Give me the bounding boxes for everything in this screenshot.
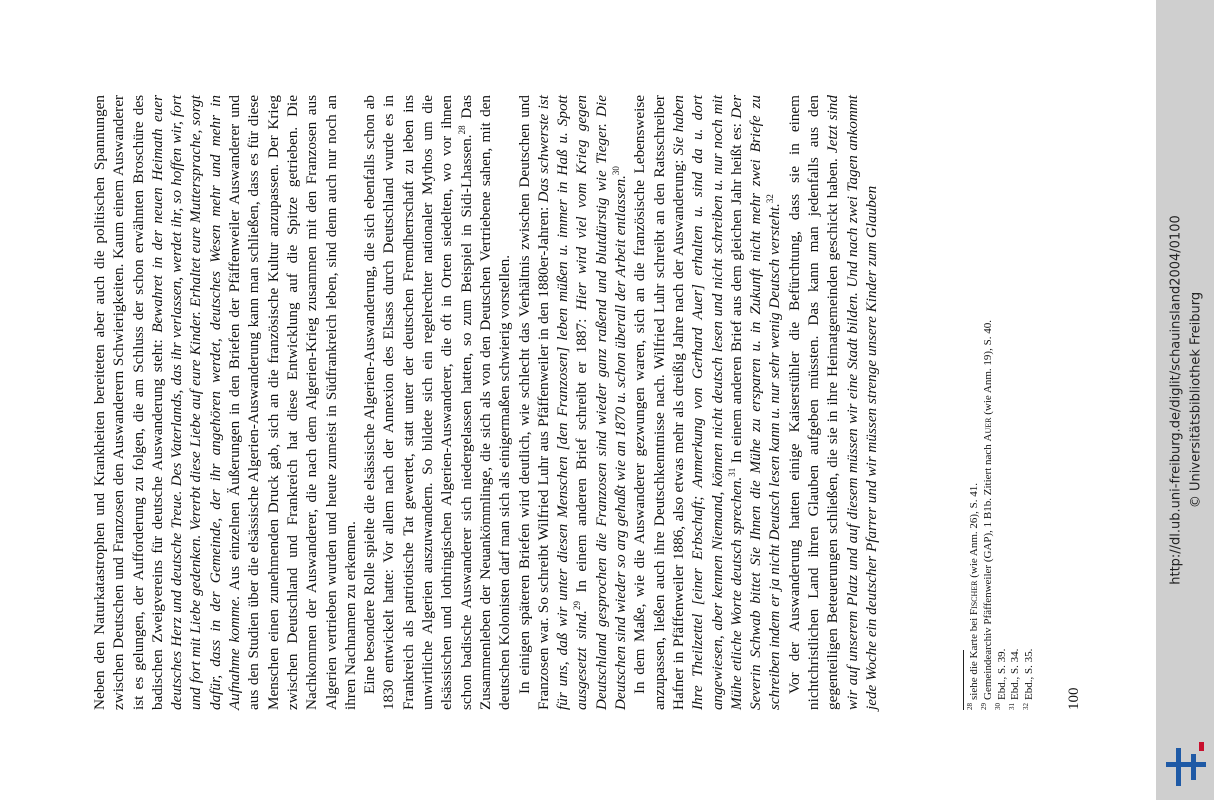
footnote-ref[interactable]: 28 <box>456 125 467 135</box>
quotation: Jetzt sind wir auf unserem Platz und auf diesem müssen wir eine Stadt bilden. Und nach zwei Tagen ankommt jede Woche ein deutscher Pfarrer und wir müssen strenge unsere Kinder zum Glauben <box>824 95 880 710</box>
footnote-divider <box>963 650 964 710</box>
text-run: Eine besondere Rolle spielte die elsässische Algerien-Auswanderung, die sich ebenfalls schon ab 1830 entwickelt hatte: Vor allem nach der Annexion des Elsass durch Deutschland wurde es in Frankreich als patriotische Tat gewertet, statt unter der deutschen Fremdherrschaft zu leben ins unwirtliche Algerien auszuwandern. So bildete sich ein regelrechter nationaler Mythos um die elsässischen und lothringischen Algerien-Auswanderer, die oft in Orten siedelten, wo vor ihnen schon badische Auswanderer sich niedergelassen hatten, so zum Beispiel in Sidi-Lhassen. <box>361 95 475 710</box>
author-name: Fischer <box>968 580 980 616</box>
quotation: Der Severin Schwab bittet Sie Ihnen die Mühe zu ersparen u. in Zukunft nicht mehr zwei Briefe zu schreiben indem er ja nicht Deutsch lesen kann u. nur sehr wenig Deutsch versteht. <box>727 95 784 710</box>
quotation: Sie haben Ihre Theilzettel [einer Erbschaft; Anmerkung von Gerhard Auer] erhalten u. sind da u. dort angewiesen, aber kennen Niemand, können nicht deutsch lesen und nicht schreiben u. nur noch mit Mühe etliche Worte deutsch sprechen. <box>669 95 745 710</box>
body-text <box>90 95 881 710</box>
footnote-number: 31 <box>1007 703 1016 710</box>
quotation: Das schwerste ist für uns, daß wir unter diesen Menschen [den Franzosen] leben müßen u. immer in Haß u. Spott ausgesetzt sind. <box>534 94 591 710</box>
text-run: In einigen späteren Briefen wird deutlich, wie schlecht das Verhältnis zwischen Deutschen und Franzosen war. So schreibt Wilfried Luhr aus Pfäffenweiler in den 1880er-Jahren: <box>515 95 552 710</box>
footnote <box>1009 95 1023 710</box>
text-run: siehe die Karte bei <box>968 615 980 700</box>
text-run: Aus einzelnen Äußerungen in den Briefen der Pfäffenweiler Auswanderer und aus den Studien über die elsässische Algerien-Auswanderung kann man schließen, dass es für diese Menschen einen zunehmenden Druck gab, sich an die französische Kultur anzupassen. Der Krieg zwischen Deutschland und Frankreich hat diese Entwicklung auf die Spitze getrieben. Die Nachkommen der Auswanderer, die nach dem Algerien-Krieg zusammen mit den Franzosen aus Algerien vertrieben wurden und heute zumeist in Südfrankreich leben, sind denn auch nur noch an ihren Nachnamen zu erkennen. <box>226 95 359 710</box>
text-run: In einem anderen Brief schreibt er 1887: <box>573 310 591 602</box>
footnotes <box>968 95 1037 710</box>
text-run: (wie Anm. 19), S. 40. <box>981 320 994 418</box>
ub-freiburg-logo-icon <box>1164 742 1208 788</box>
footnote-ref[interactable]: 32 <box>765 194 776 204</box>
paragraph-4 <box>630 95 784 710</box>
paragraph-2 <box>360 95 514 710</box>
copyright-notice: © Universitätsbibliothek Freiburg <box>1188 291 1204 509</box>
logo-bar-1 <box>1166 762 1206 767</box>
viewer-sidebar <box>1156 0 1214 800</box>
text-run: Ebd., S. 39. <box>995 648 1008 700</box>
text-run: Ebd., S. 35. <box>1023 648 1036 700</box>
paragraph-1 <box>90 95 360 710</box>
text-run: Vor der Auswanderung hatten einige Kaiserstühler die Befürchtung, dass sie in einem nichtchristlichen Land ihren Glauben aufgeben müssten. Das kann man jedenfalls aus den gegenteiligen Beteuerungen schließen, die sie in ihre Heimatgemeinden geschickt haben. <box>785 95 842 710</box>
footnote-number: 32 <box>1021 703 1030 710</box>
footnote <box>993 95 1010 710</box>
quotation: Hier wird viel vom Krieg gegen Deutschland gesprochen die Franzosen sind wieder ganz raßend und blutdürstig wie Tieger. Die Deutschen sind wieder so arg gehaßt wie an 1870 u. schon überall der Arbeit entlassen. <box>573 95 630 710</box>
text-run: Das Zusammenleben der Neuankömmlinge, die sich als von den Deutschen Vertriebene sahen, mit den deutschen Kolonisten darf man sich als einigermaßen schwierig vorstellen. <box>457 94 514 710</box>
footnote-number: 29 <box>980 703 989 710</box>
text-run: In dem Maße, wie die Auswanderer gezwungen waren, sich an die französische Lebensweise anzupassen, ließen auch ihre Deutschkenntnisse nach. Wilfried Luhr schreibt an den Ratsschreiber Hafner in Pfäffenweiler 1886, also etwas mehr als dreißig Jahre nach der Auswanderung: <box>631 95 687 710</box>
footnote-ref[interactable]: 29 <box>572 601 583 611</box>
logo-accent <box>1199 742 1204 751</box>
footnote-ref[interactable]: 30 <box>610 166 621 176</box>
logo-bar-2 <box>1176 748 1181 786</box>
footnote <box>1023 95 1037 710</box>
footnote <box>982 95 996 710</box>
text-run: (wie Anm. 26), S. 41. <box>968 483 980 581</box>
text-run: In einem anderen Brief aus dem gleichen Jahr heißt es: <box>727 118 745 468</box>
quotation: Bewahret in der neuen Heimath euer deutsches Herz und deutsche Treue. Des Vaterlands, das ihr verlassen, werdet ihr, so hoffen wir, fort und fort mit Liebe gedenken. Vererbt diese Liebe auf eure Kinder. Erhaltet eure Muttersprache, sorgt dafür, dass in der Gemeinde, der ihr angehören werdet, deutsches Wesen mehr und mehr in Aufnahme komme. <box>148 95 244 710</box>
source-url[interactable]: http://dl.ub.uni-freiburg.de/diglit/schauinsland2004/0100 <box>1168 215 1184 585</box>
paragraph-5 <box>785 95 881 710</box>
footnote-number: 30 <box>993 703 1002 710</box>
logo-bar-3 <box>1191 754 1196 780</box>
author-name: Auer <box>981 417 994 442</box>
page-number: 100 <box>1066 687 1082 710</box>
text-run: Neben den Naturkatastrophen und Krankheiten bereiteten aber auch die politischen Spannungen zwischen Deutschen und Franzosen den Auswanderern Schwierigkeiten. Kaum einem Auswanderer ist es gelungen, der Aufforderung zu folgen, die am Schluss der schon erwähnten Broschüre des badischen Zweigvereins für deutsche Auswanderung steht: <box>91 95 166 710</box>
text-run: Gemeindearchiv Pfäffenweiler (GAP), 1 B1b. Zitiert nach <box>981 441 994 700</box>
footnote-ref[interactable]: 31 <box>726 467 737 477</box>
footnote-number: 28 <box>966 703 975 710</box>
footnote <box>968 95 982 710</box>
paragraph-3 <box>515 95 631 710</box>
text-run: Ebd., S. 34. <box>1009 648 1022 700</box>
